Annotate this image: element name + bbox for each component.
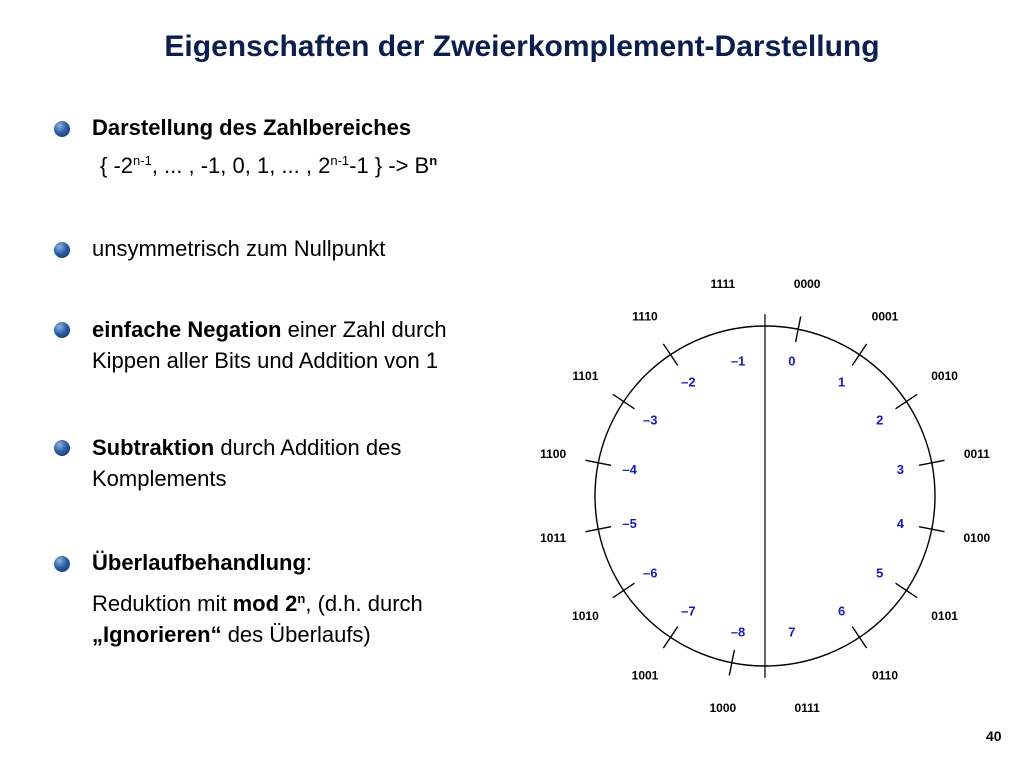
tick-code-label: 1011 [540, 531, 567, 546]
formula-part: , ... , -1, 0, 1, ... , 2 [151, 153, 331, 178]
tick-value-label: –2 [681, 374, 696, 390]
bullet-negation-line2: Kippen aller Bits und Addition von 1 [92, 348, 439, 373]
tick-mark [896, 394, 918, 408]
page-number: 40 [986, 728, 1002, 744]
tick-value-label: –4 [622, 462, 637, 478]
tick-code-label: 1100 [540, 446, 567, 461]
tick-code-label: 0111 [794, 700, 820, 715]
bullet-asymmetric: unsymmetrisch zum Nullpunkt [92, 236, 386, 261]
bullet-range-heading: Darstellung des Zahlbereiches [92, 115, 412, 140]
tick-value-label: 7 [788, 624, 796, 640]
overflow-text: , (d.h. durch [305, 591, 423, 616]
tick-value-label: –7 [681, 603, 696, 619]
slide-title: Eigenschaften der Zweierkomplement-Darstellung [164, 30, 880, 63]
tick-mark [613, 583, 635, 597]
tick-mark [852, 344, 866, 366]
tick-code-label: 0000 [793, 277, 821, 292]
bullet-subtraction-rest: durch Addition des [214, 435, 402, 460]
overflow-text: Reduktion mit [92, 591, 233, 616]
tick-value-label: –6 [643, 565, 658, 581]
tick-code-label: 1101 [572, 368, 599, 383]
overflow-text: des Überlaufs) [221, 622, 371, 647]
bullet-overflow-bold: Überlaufbehandlung [92, 550, 306, 575]
tick-code-label: 0110 [871, 668, 899, 683]
tick-code-label: 1111 [710, 277, 736, 292]
tick-code-label: 1001 [631, 668, 659, 683]
tick-code-label: 1110 [632, 309, 658, 324]
formula-part: -1 } -> B [349, 153, 430, 178]
tick-value-label: 6 [838, 603, 846, 619]
tick-value-label: –1 [730, 353, 746, 369]
bullet-negation-bold: einfache Negation [92, 317, 282, 342]
tick-value-label: –8 [730, 624, 746, 640]
formula-exponent: n-1 [133, 153, 152, 168]
formula-part: { -2 [100, 153, 134, 178]
tick-value-label: –3 [643, 412, 658, 428]
overflow-ignore: „Ignorieren“ [92, 622, 222, 647]
formula-exponent: n-1 [330, 153, 350, 168]
bullet-subtraction-line2: Komplements [92, 466, 227, 491]
tick-value-label: 2 [876, 412, 884, 428]
tick-code-label: 0010 [931, 368, 958, 383]
tick-mark [613, 394, 635, 408]
tick-mark [663, 344, 677, 366]
tick-code-label: 0011 [963, 446, 990, 461]
bullet-subtraction-bold: Subtraktion [92, 435, 215, 460]
tick-value-label: 0 [788, 353, 796, 369]
tick-code-label: 0100 [963, 531, 991, 546]
overflow-mod: mod 2 [232, 591, 298, 616]
tick-code-label: 1000 [709, 700, 737, 715]
tick-code-label: 0001 [871, 309, 899, 324]
bullet-overflow-colon: : [305, 550, 313, 575]
tick-value-label: 3 [896, 462, 904, 478]
tick-value-label: –5 [622, 515, 637, 531]
bullet-negation-rest: einer Zahl durch [281, 317, 447, 342]
tick-value-label: 5 [876, 565, 884, 581]
tick-mark [663, 627, 677, 649]
tick-mark [852, 627, 866, 649]
overflow-exponent: n [297, 591, 306, 606]
tick-mark [896, 583, 918, 597]
formula-exponent: n [429, 153, 438, 168]
tick-value-label: 4 [896, 515, 904, 531]
tick-value-label: 1 [838, 374, 846, 390]
tick-code-label: 1010 [572, 609, 599, 624]
tick-code-label: 0101 [931, 609, 958, 624]
